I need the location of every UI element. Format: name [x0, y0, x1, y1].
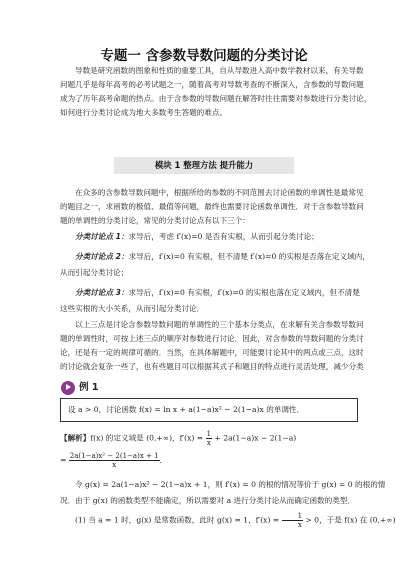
- example-label: 例 1: [79, 382, 99, 393]
- solution-line-5: (1) 当 a = 1 时，g(x) 是常数函数，此时 g(x) = 1，f′(x) = $\frac{1}{x}$ > 0，于是 f(x) 在 (0,+∞): [75, 512, 396, 529]
- para1-line: 题的单调性的分类讨论，常见的分类讨论点有以下三个：: [60, 216, 250, 225]
- para1-line: 在众多的含参数导数问题中，根据所给的参数的不同范围去讨论函数的单调性是最常见: [75, 188, 364, 197]
- point-text: 求导后，f′(x)=0 有实根，f′(x)=0 的实根也落在定义域内，但不清楚: [128, 288, 360, 297]
- point-label: 分类讨论点 1：: [75, 232, 129, 241]
- point-continuation: 这些实根的大小关系，从而引起分类讨论．: [60, 304, 205, 313]
- para2-line: 的讨论就会复杂一些了，也有些题目可以根据其式子和题目的特点进行灵活处理，减少分类: [60, 362, 364, 371]
- module-heading: 模块 1 整理方法 提升能力: [114, 157, 294, 174]
- fraction: $\frac{1}{x}$: [282, 512, 303, 529]
- problem-box: [60, 398, 358, 422]
- point-label: 分类讨论点 3：: [75, 288, 129, 297]
- discussion-point-2: [60, 250, 370, 264]
- page-title: 专题一 含参数导数问题的分类讨论: [100, 48, 308, 64]
- para1-line: 的题目之一，求函数的极值、最值等问题，最终也需要讨论函数单调性．对于含参数导数问: [60, 202, 364, 211]
- para2-line: 题的单调性时，可按上述三点的顺序对参数进行讨论．因此，对含参数的导数问题的分类讨: [60, 334, 364, 343]
- solution-line-2: = $\frac{\text{2a(1−a)x² − 2(1−a)x + 1}}{x}$ ．: [60, 452, 168, 469]
- para2-line: 以上三点是讨论含参数导数问题的单调性的三个基本分类点，在求解有关含参数导数问: [75, 320, 364, 329]
- solution-label: 【解析】: [60, 433, 91, 443]
- fraction: $\frac{1}{x}$: [206, 430, 212, 447]
- solution-line-4: 况．由于 g(x) 的函数类型不能确定，所以需要对 a 进行分类讨论从而确定函数的类型．: [60, 496, 356, 505]
- intro-line: 问题几乎是每年高考的必考试题之一，随着高考对导数考查的不断深入，含参数的导数问题: [60, 80, 364, 89]
- discussion-point-3: [60, 286, 360, 300]
- fraction: $\frac{\text{2a(1−a)x² − 2(1−a)x + 1}}{x}$: [69, 452, 159, 469]
- intro-line: 成为了历年高考命题的热点。由于含参数的导数问题在解答时往往需要对参数进行分类讨论，: [60, 94, 372, 103]
- intro-line: 导数是研究函数的图象和性质的重要工具，自从导数进入高中数学教材以来，有关导数: [75, 66, 364, 75]
- discussion-point-1: [60, 230, 360, 244]
- play-icon: [61, 381, 75, 395]
- para2-line: 论，还是有一定的规律可循的．当然，在具体解题中，可能要讨论其中的两点或三点，这时: [60, 348, 364, 357]
- point-continuation: 从而引起分类讨论；: [60, 268, 129, 277]
- solution-line-1: 【解析】f(x) 的定义域是 (0,+∞)，f′(x) = $\frac{1}{x}$ + 2a(1−a)x − 2(1−a): [60, 430, 297, 447]
- solution-line-3: 令 g(x) = 2a(1−a)x² − 2(1−a)x + 1，则 f′(x) = 0 的根的情况等价于 g(x) = 0 的根的情: [75, 480, 386, 489]
- point-label: 分类讨论点 2：: [75, 252, 129, 261]
- intro-line: 如何进行分类讨论成为地大多数考生答题的难点。: [60, 108, 228, 117]
- problem-text: 设 a > 0，讨论函数 f(x) = ln x + a(1−a)x² − 2(1−a)x 的单调性．: [68, 405, 305, 414]
- point-text: 求导后，f′(x)=0 有实根，但不清楚 f′(x)=0 的实根是否落在定义域内，: [128, 252, 370, 261]
- point-text: 求导后，考虑 f′(x)=0 是否有实根，从而引起分类讨论；: [128, 232, 319, 241]
- example-heading: [61, 379, 99, 396]
